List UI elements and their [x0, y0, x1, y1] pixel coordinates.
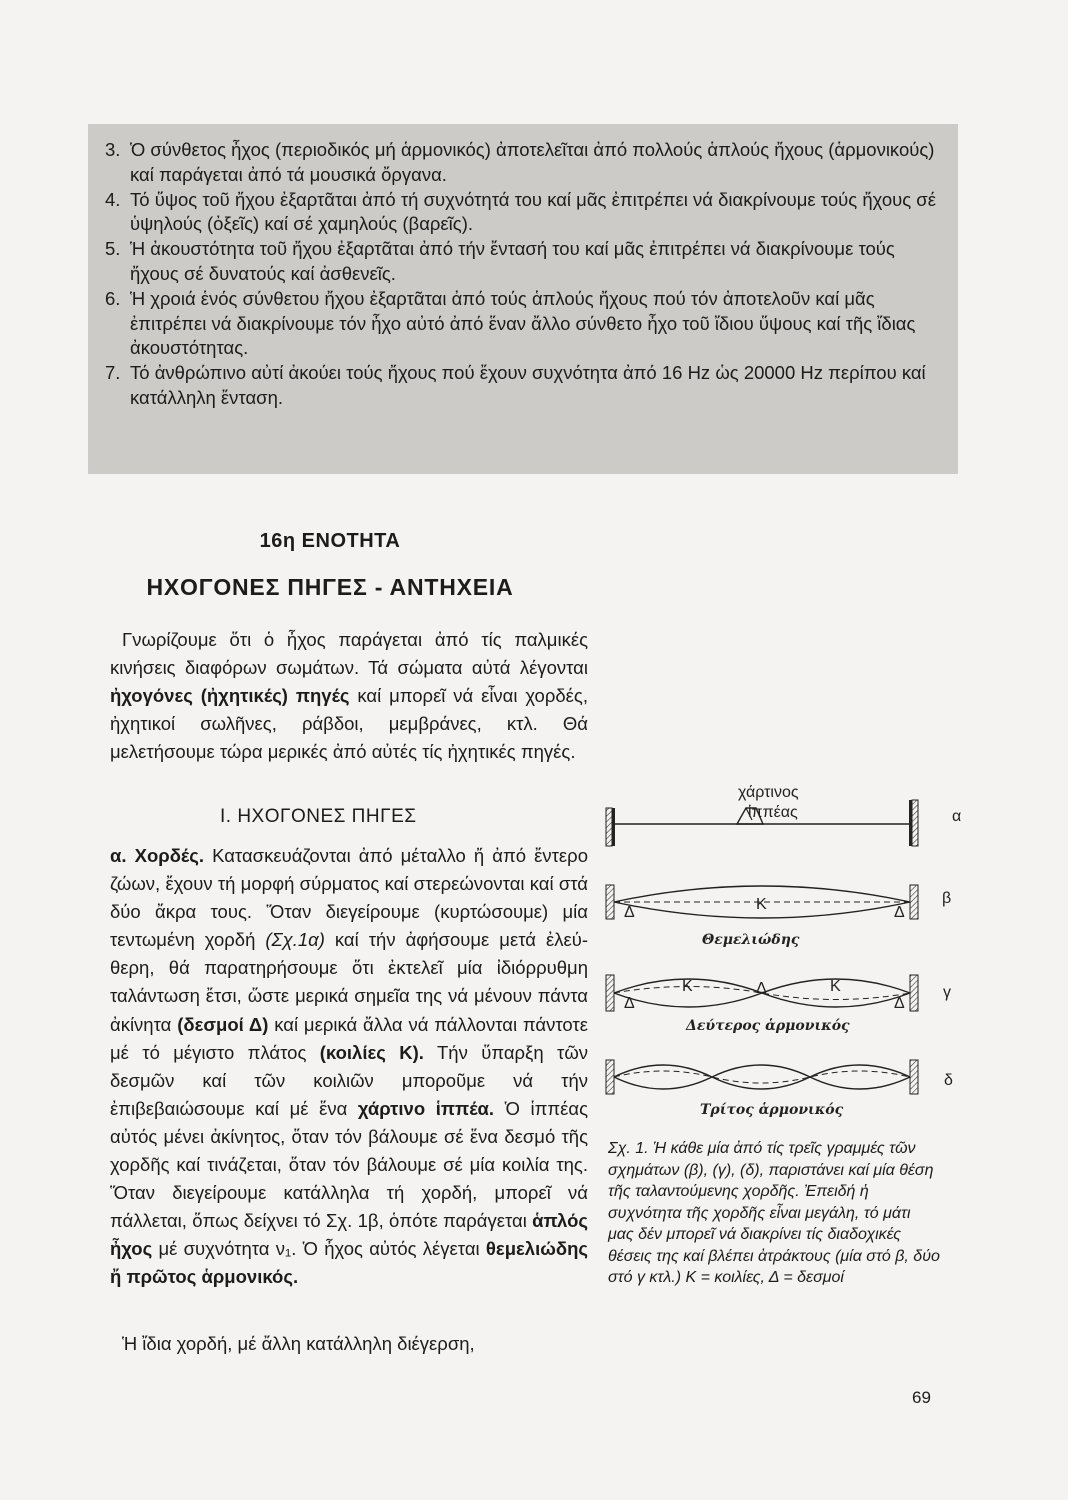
rider-label: ἱππέας — [748, 804, 798, 821]
text-run: καί τήν ἀφήσουμε μετά ἐλεύθερη, θά παρατηρήσουμε ὅτι ἐκτελεῖ μία ἰδιόρρυθμη ταλάντωση ἔτσι, ὥστε μερικά σημεῖα της νά μένουν πάντα ἀκίνητα — [110, 929, 588, 1035]
label-g: γ — [943, 984, 951, 1001]
text-run: Τήν ὕπαρξη τῶν δεσμῶν καί τῶν κοιλιῶν μποροῦμε νά τήν ἐπιβεβαιώσουμε καί μέ ἕνα — [110, 1041, 589, 1119]
text-run: Ὁ ἱππέας αὐτός μένει ἀκίνητος, ὅταν τόν βάλουμε σέ ἕνα δεσμό τῆς χορδῆς καί τινάζεται, ὅταν τόν βάλουμε σέ μία κοιλία της. Ὅταν διεγείρουμε κατάλληλα τή χορδή, μπορεῖ νά πάλλεται, ὅπως δείχνει τό Σχ. 1β, ὁπότε παράγεται — [110, 1097, 589, 1232]
string-position — [614, 1065, 910, 1089]
text-run: καί μερικά ἄλλα νά πάλλονται πάντοτε μέ τό μέγιστο πλάτος — [110, 1013, 588, 1063]
node-label: Δ — [624, 995, 635, 1012]
antinode-label: Κ — [830, 978, 841, 995]
node-label: Δ — [756, 980, 767, 997]
second-harmonic-label: Δεύτερος ἁρμονικός — [686, 1018, 850, 1034]
bold-term: (δεσμοί Δ) — [177, 1013, 269, 1035]
left-clamp — [606, 808, 612, 846]
right-clamp — [910, 1060, 918, 1094]
summary-item — [105, 138, 945, 188]
right-clamp — [909, 800, 912, 846]
summary-item — [105, 287, 945, 361]
text-run: Γνωρίζουμε ὅτι ὁ ἦχος παράγεται ἀπό τίς παλμικές κινήσεις διαφόρων σωμάτων. Τά σώματα αὐτά λέγονται — [110, 629, 588, 679]
antinode-label: Κ — [756, 896, 767, 913]
strings-paragraph — [110, 842, 588, 1292]
item-number: 4. — [105, 188, 121, 210]
bold-term: ἁπλός ἦχος — [110, 1210, 588, 1260]
summary-list — [105, 138, 945, 411]
right-clamp — [910, 975, 918, 1011]
label-a: α — [952, 808, 962, 825]
page-number: 69 — [912, 1388, 931, 1407]
unit-title: 16η ΕΝΟΤΗΤΑ — [259, 530, 401, 552]
summary-item — [105, 361, 945, 411]
item-number: 3. — [105, 139, 121, 160]
summary-item — [105, 188, 945, 238]
text-run: μέ συχνότητα ν₁. Ὁ ἦχος αὐτός λέγεται — [152, 1238, 486, 1260]
text-run: Κατασκευάζονται ἀπό μέταλλο ἤ ἀπό ἔντερο ζώων, ἔχουν τή μορφή σύρματος καί στερεώνονται καί στά δύο ἄκρα τους. Ὅταν διεγείρουμε (κυρτώσουμε) μία τεντωμένη χορδή — [110, 845, 588, 951]
item-text: Ἡ ἀκουστότητα τοῦ ἤχου ἐξαρτᾶται ἀπό τήν ἔντασή του καί μᾶς ἐπιτρέπει νά διακρίνουμε τούς ἤχους σέ δυνατούς καί ἀσθενεῖς. — [130, 238, 895, 284]
text-run: καί μπορεῖ νά εἶναι χορδές, ἠχητικοί σωλῆνες, ράβδοι, μεμβράνες, κτλ. Θά μελετήσουμε τώρα μερικές ἀπό αὐτές τίς ἠχητικές πηγές. — [110, 685, 588, 763]
figure-caption: Σχ. 1. Ἡ κάθε μία ἀπό τίς τρεῖς γραμμές τῶν σχημάτων (β), (γ), (δ), παριστάνει καί μία θέση τῆς ταλαντούμενης χορδῆς. Ἐπειδή ἡ συχνότητα τῆς χορδῆς εἶναι μεγάλη, τό μάτι μας δέν μπορεῖ νά διακρίνει τίς διαδοχικές θέσεις της καί βλέπει ἀτράκτους (μία στό β, δύο στό γ κτλ.) Κ = κοιλίες, Δ = δεσμοί — [608, 1140, 940, 1286]
right-clamp — [912, 800, 918, 846]
item-text: Ἡ χροιά ἑνός σύνθετου ἤχου ἐξαρτᾶται ἀπό τούς ἁπλούς ἤχους πού τόν ἀποτελοῦν καί μᾶς ἐπιτρέπει νά διακρίνουμε τόν ἦχο αὐτό ἀπό ἕναν ἄλλο σύνθετο ἦχο τοῦ ἴδιου ὕψους καί τῆς ἴδιας ἀκουστότητας. — [130, 287, 916, 359]
label-d: δ — [944, 1072, 953, 1089]
right-clamp — [910, 885, 918, 919]
item-number: 7. — [105, 362, 121, 384]
node-label: Δ — [624, 904, 635, 921]
rider-label: χάρτινος — [738, 784, 799, 801]
string-position — [614, 1065, 910, 1089]
unit-heading: ΗΧΟΓΟΝΕΣ ΠΗΓΕΣ - ΑΝΤΗΧΕΙΑ — [146, 574, 514, 600]
node-label: Δ — [894, 995, 905, 1012]
string-diagram — [590, 770, 990, 1130]
string-figure — [590, 770, 990, 1130]
bold-term: (κοιλίες Κ). — [319, 1041, 424, 1063]
continuation-line: Ἡ ἴδια χορδή, μέ ἄλλη κατάλληλη διέγερση, — [122, 1333, 475, 1354]
left-clamp — [606, 885, 614, 919]
item-text: Τό ἀνθρώπινο αὐτί ἀκούει τούς ἤχους πού ἔχουν συχνότητα ἀπό 16 Hz ὡς 20000 Hz περίπου καί κατάλληλη ἔνταση. — [130, 362, 926, 408]
section-heading: Ι. ΗΧΟΓΟΝΕΣ ΠΗΓΕΣ — [220, 806, 417, 827]
third-harmonic-label: Τρίτος ἁρμονικός — [700, 1102, 844, 1118]
left-clamp — [612, 808, 615, 846]
item-text: Ὁ σύνθετος ἦχος (περιοδικός μή ἁρμονικός) ἀποτελεῖται ἀπό πολλούς ἁπλούς ἤχους (ἁρμονικούς) καί παράγεται ἀπό τά μουσικά ὄργανα. — [130, 139, 935, 185]
bold-term: χάρτινο ἱππέα. — [357, 1097, 495, 1119]
node-label: Δ — [894, 904, 905, 921]
intro-paragraph — [110, 626, 588, 766]
label-b: β — [942, 890, 952, 907]
bold-term: α. Χορδές. — [110, 845, 205, 866]
fundamental-label: Θεμελιώδης — [702, 932, 800, 948]
left-clamp — [606, 1060, 614, 1094]
string-position — [614, 1071, 910, 1083]
antinode-label: Κ — [682, 978, 693, 995]
figure-reference: (Σχ.1α) — [265, 929, 325, 951]
left-clamp — [606, 975, 614, 1011]
item-text: Τό ὕψος τοῦ ἤχου ἐξαρτᾶται ἀπό τή συχνότητά του καί μᾶς ἐπιτρέπει νά διακρίνουμε τούς ἤχους σέ ὑψηλούς (ὀξεῖς) καί σέ χαμηλούς (βαρεῖς). — [130, 188, 936, 235]
item-number: 6. — [105, 287, 121, 309]
item-number: 5. — [105, 238, 121, 260]
summary-item — [105, 237, 945, 287]
bold-term: ἠχογόνες (ἠχητικές) πηγές — [110, 685, 350, 707]
bold-term: θεμελιώδης ἤ πρῶτος ἁρμονικός. — [110, 1238, 588, 1288]
